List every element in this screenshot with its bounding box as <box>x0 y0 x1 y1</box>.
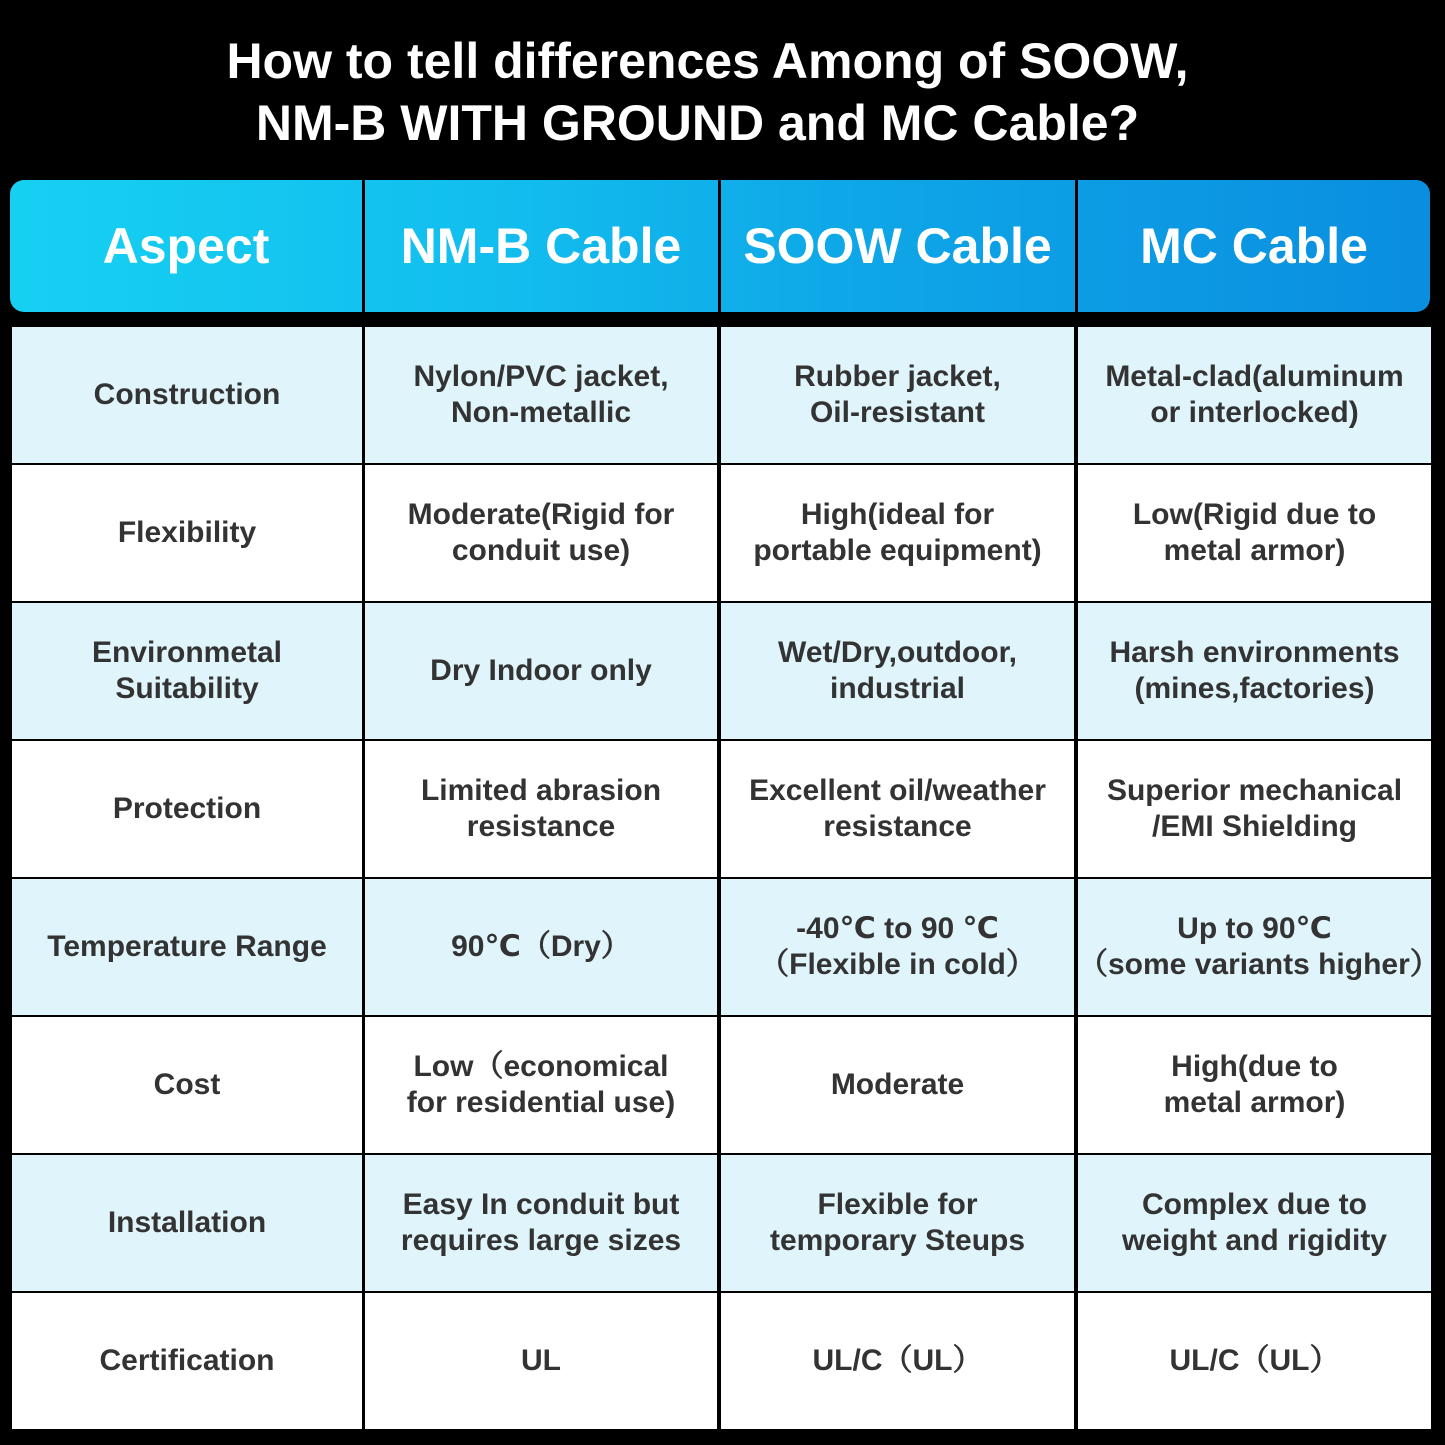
soow-cell: Excellent oil/weather resistance <box>721 741 1074 877</box>
aspect-cell: Cost <box>12 1017 362 1153</box>
mc-cell: UL/C（UL） <box>1078 1293 1431 1429</box>
mc-cell: Harsh environments (mines,factories) <box>1078 603 1431 739</box>
soow-cell: Flexible for temporary Steups <box>721 1155 1074 1291</box>
mc-cell: Up to 90℃ （some variants higher） <box>1078 879 1431 1015</box>
nmb-cell: 90℃（Dry） <box>365 879 717 1015</box>
page-title <box>0 30 1445 154</box>
mc-cell: High(due to metal armor) <box>1078 1017 1431 1153</box>
nmb-cell: Easy In conduit but requires large sizes <box>365 1155 717 1291</box>
header-nmb-cable: NM-B Cable <box>400 218 682 274</box>
header-aspect: Aspect <box>102 218 270 274</box>
aspect-cell: Certification <box>12 1293 362 1429</box>
nmb-cell: Limited abrasion resistance <box>365 741 717 877</box>
nmb-cell: Nylon/PVC jacket, Non-metallic <box>365 327 717 463</box>
table-row-certification <box>10 1293 1431 1429</box>
soow-cell: UL/C（UL） <box>721 1293 1074 1429</box>
aspect-cell: Temperature Range <box>12 879 362 1015</box>
soow-cell: Wet/Dry,outdoor, industrial <box>721 603 1074 739</box>
table-row-temperature-range <box>10 879 1440 1015</box>
mc-cell: Complex due to weight and rigidity <box>1078 1155 1431 1291</box>
aspect-cell: Construction <box>12 327 362 463</box>
aspect-cell: Protection <box>12 741 362 877</box>
soow-cell: Moderate <box>721 1017 1074 1153</box>
table-row-flexibility <box>10 465 1431 601</box>
table-row-cost <box>10 1017 1431 1153</box>
soow-cell: Rubber jacket, Oil-resistant <box>721 327 1074 463</box>
table-header <box>10 180 1430 312</box>
header-soow-cable: SOOW Cable <box>743 218 1052 274</box>
nmb-cell: Dry Indoor only <box>365 603 717 739</box>
aspect-cell: Installation <box>12 1155 362 1291</box>
title-line-1: How to tell differences Among of SOOW, <box>226 33 1189 89</box>
mc-cell: Superior mechanical /EMI Shielding <box>1078 741 1431 877</box>
nmb-cell: Moderate(Rigid for conduit use) <box>365 465 717 601</box>
mc-cell: Metal-clad(aluminum or interlocked) <box>1078 327 1431 463</box>
table-row-construction <box>10 327 1431 463</box>
nmb-cell: Low（economical for residential use) <box>365 1017 717 1153</box>
title-line-2: NM-B WITH GROUND and MC Cable? <box>255 95 1140 151</box>
mc-cell: Low(Rigid due to metal armor) <box>1078 465 1431 601</box>
header-mc-cable: MC Cable <box>1140 218 1368 274</box>
soow-cell: -40℃ to 90 ℃ （Flexible in cold） <box>721 879 1074 1015</box>
table-row-environmental-suitability <box>10 603 1431 739</box>
nmb-cell: UL <box>365 1293 717 1429</box>
soow-cell: High(ideal for portable equipment) <box>721 465 1074 601</box>
aspect-cell: Environmetal Suitability <box>12 603 362 739</box>
table-row-installation <box>10 1155 1431 1291</box>
table-row-protection <box>10 741 1431 877</box>
aspect-cell: Flexibility <box>12 465 362 601</box>
